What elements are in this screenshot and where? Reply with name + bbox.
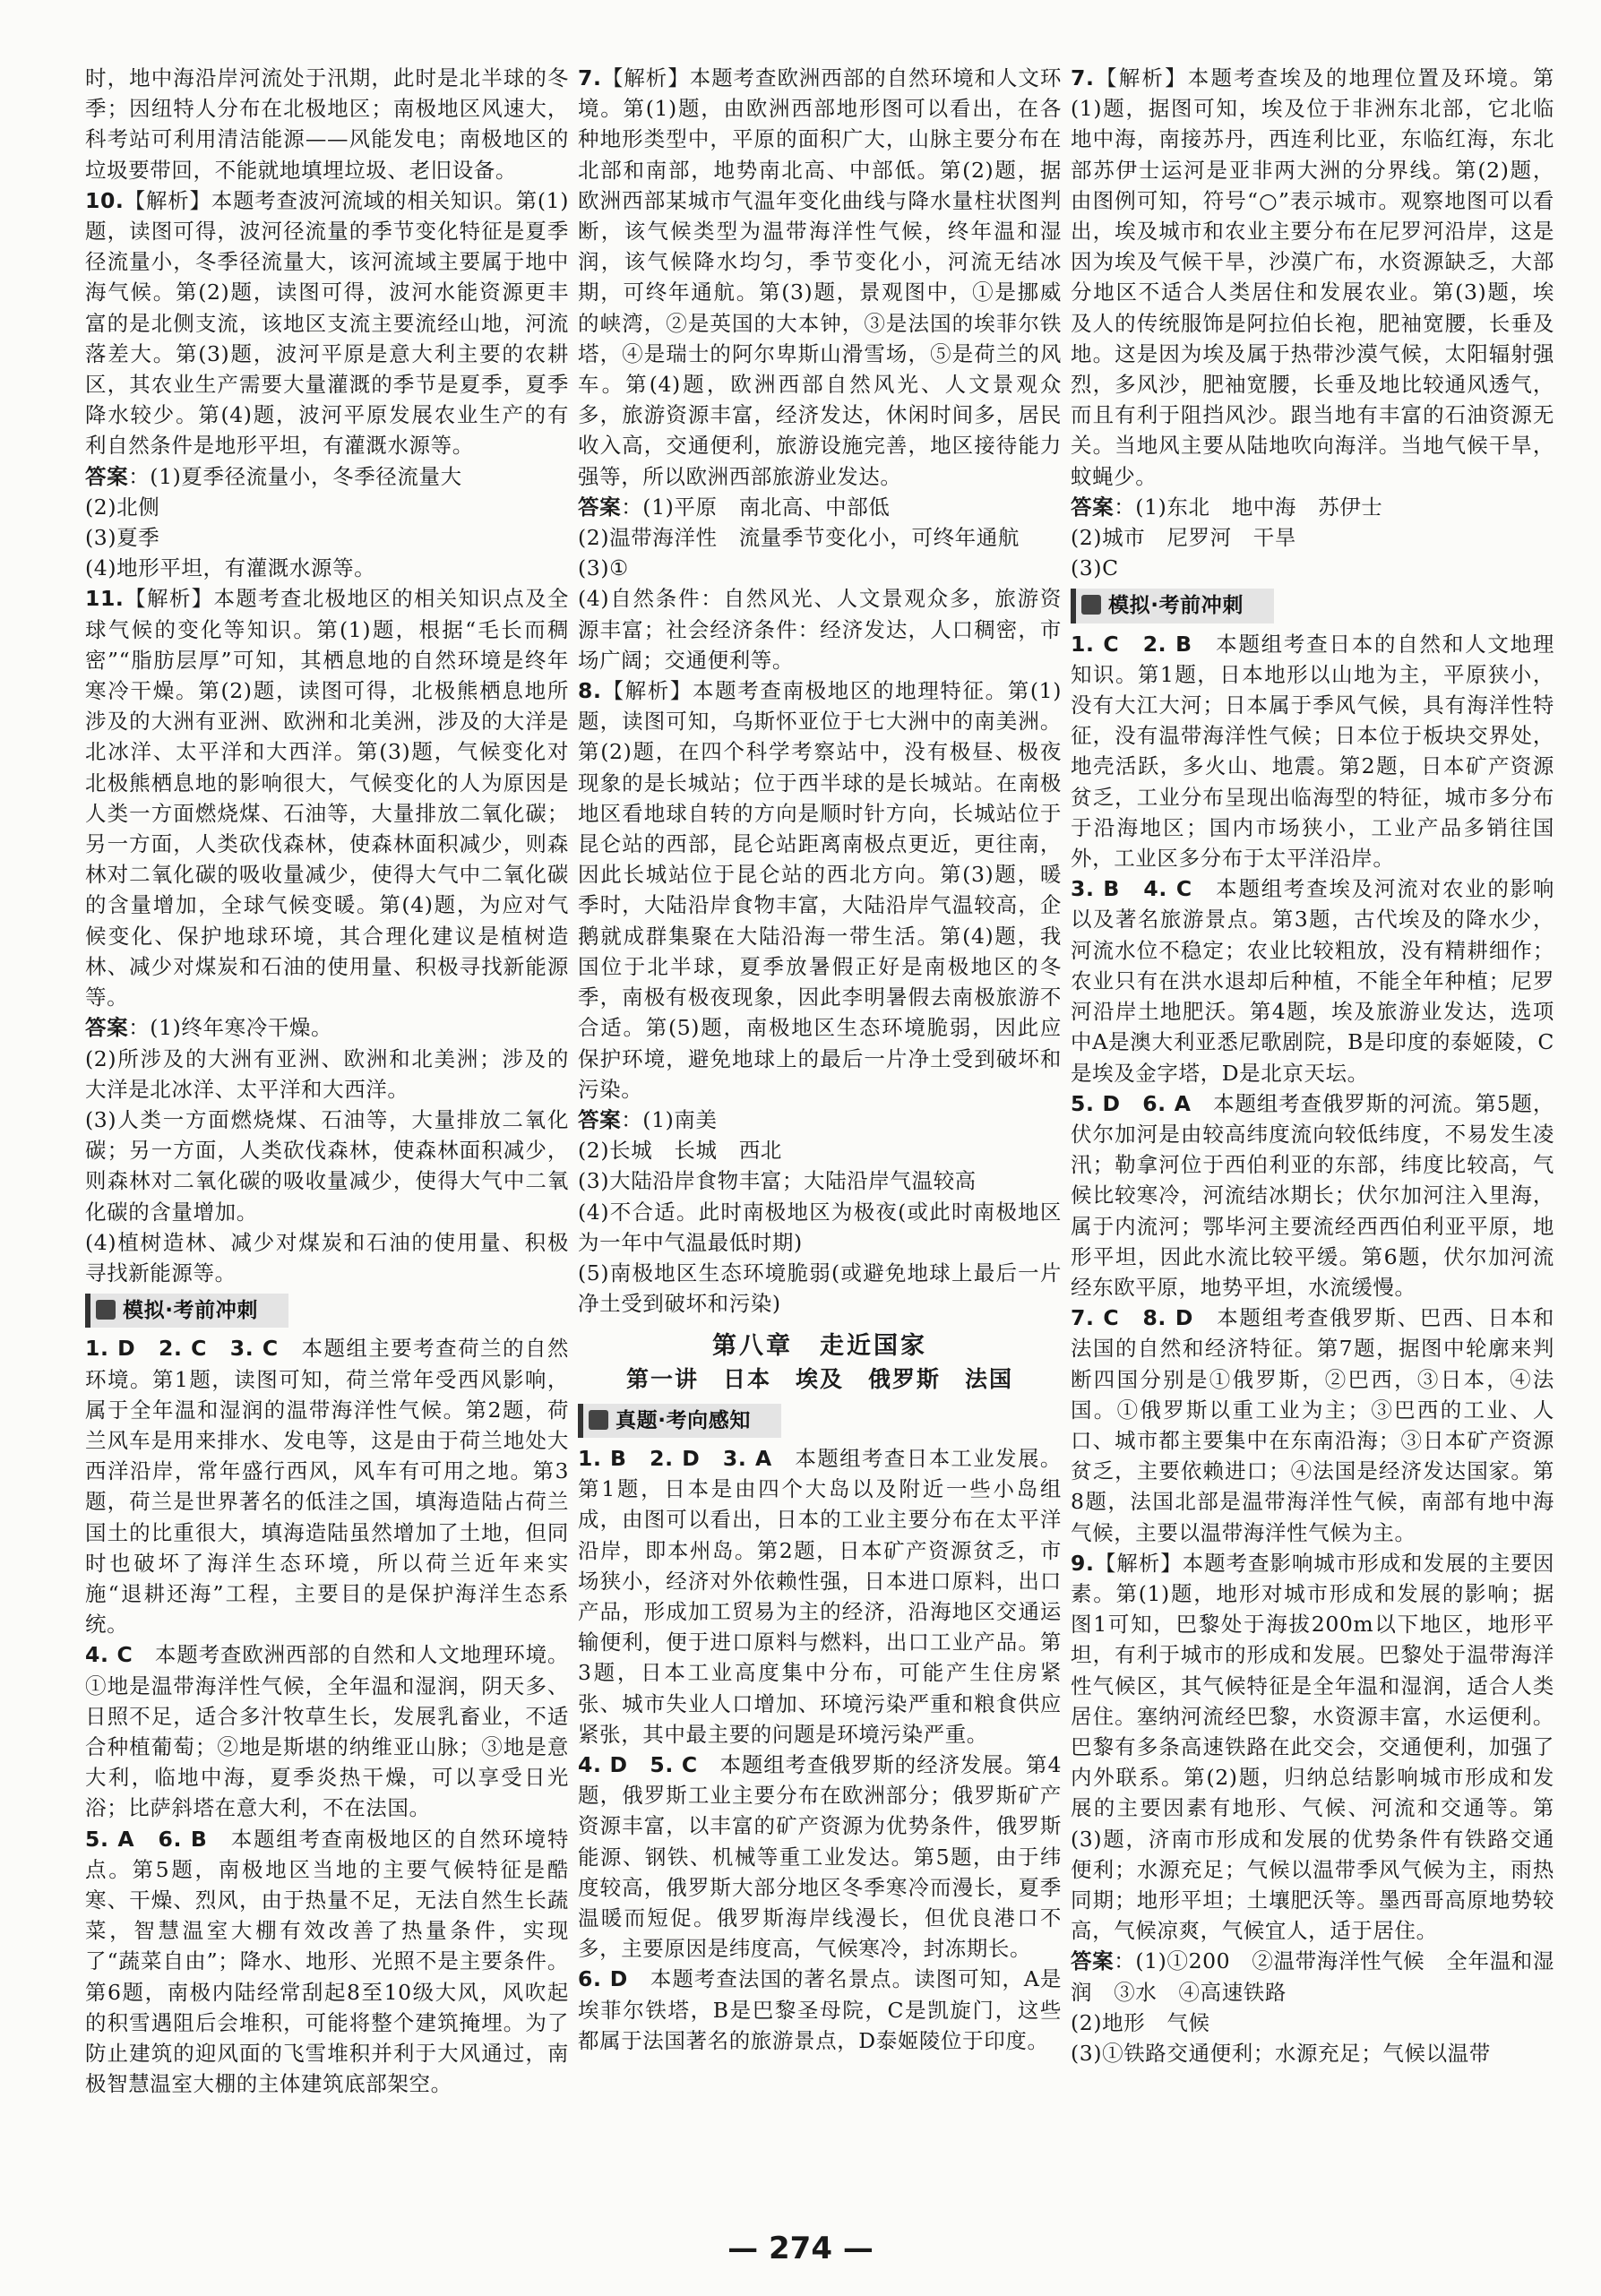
question-group-3-4: [1071, 873, 1554, 1088]
question-9: [1071, 1548, 1554, 1947]
answer-line: [578, 492, 1062, 522]
question-number: 4. D 5. C: [578, 1751, 698, 1777]
answer-line: [85, 461, 569, 492]
answer-line: (2)北侧: [85, 494, 160, 520]
question-number: 7. C 8. D: [1071, 1305, 1193, 1331]
analysis-text: 本题组主要考查荷兰的自然环境。第1题，读图可知，荷兰常年受西风影响，属于全年温和湿润的温带海洋性气候。第2题，荷兰风车是用来排水、发电等，这是由于荷兰地处大西洋沿岸，常年盛行西风，风车有可用之地。第3题，荷兰是世界著名的低洼之国，填海造陆占荷兰国土的比重很大，填海造陆虽然增加了土地，但同时也破坏了海洋生态环境，所以荷兰近年来实施“退耕还海”工程，主要目的是保护海洋生态系统。: [85, 1336, 569, 1638]
analysis-text: 本题组考查日本的自然和人文地理知识。第1题，日本地形以山地为主，平原狭小，没有大江大河；日本属于季风气候，具有海洋性特征，没有温带海洋性气候；日本位于板块交界处，地壳活跃，多火山、地震。第2题，日本矿产资源贫乏，工业分布呈现出临海型的特征，城市多分布于沿海地区；国内市场狭小，工业产品多销往国外，工业区多分布于太平洋沿岸。: [1071, 631, 1554, 872]
question-number: 5. D 6. A: [1071, 1090, 1192, 1116]
answer-text: ：(1)①200 ②温带海洋性气候 全年温和湿润 ③水 ④高速铁路: [1071, 1948, 1554, 2005]
answer-line: (3)大陆沿岸食物丰富；大陆沿岸气温较高: [578, 1168, 977, 1194]
column-2: [578, 63, 1062, 2056]
question-7: [578, 63, 1062, 492]
answer-text: ：(1)平原 南北高、中部低: [621, 494, 891, 520]
question-group-5-6: [85, 1824, 569, 2100]
analysis-text: 本题组考查南极地区的自然环境特点。第5题，南极地区当地的主要气候特征是酷寒、干燥、烈风，由于热量不足，无法自然生长蔬菜，智慧温室大棚有效改善了热量条件，实现了“蔬菜自由”；降水、地形、光照不是主要条件。第6题，南极内陆经常刮起8至10级大风，风吹起的积雪遇阻后会堆积，可能将整个建筑掩埋。为了防止建筑的迎风面的飞雪堆积并利于大风通过，南极智慧温室大棚的主体建筑底部架空。: [85, 1826, 569, 2097]
section-icon: [96, 1300, 116, 1320]
section-icon: [1081, 595, 1101, 615]
section-header-mock-sprint: [1071, 589, 1274, 623]
question-number: 11.: [85, 586, 125, 612]
answer-label: 答案: [578, 494, 622, 520]
answer-line: (4)地形平坦，有灌溉水源等。: [85, 555, 376, 581]
question-number: 7.: [578, 65, 602, 90]
answer-line: [1071, 492, 1554, 522]
question-7: [1071, 63, 1554, 492]
continued-paragraph: 时，地中海沿岸河流处于汛期，此时是北半球的冬季；因纽特人分布在北极地区；南极地区风速大，科考站可利用清洁能源——风能发电；南极地区的垃圾要带回，不能就地填埋垃圾、老旧设备。: [85, 65, 569, 183]
analysis-text: 【解析】本题考查南极地区的地理特征。第(1)题，读图可知，乌斯怀亚位于七大洲中的南美洲。第(2)题，在四个科学考察站中，没有极昼、极夜现象的是长城站；位于西半球的是长城站。在南极地区看地球自转的方向是顺时针方向，长城站位于昆仑站的西部，昆仑站距离南极点更近，更往南，因此长城站位于昆仑站的西北方向。第(3)题，暖季时，大陆沿岸食物丰富，大陆沿岸气温较高，企鹅就成群集聚在大陆沿海一带生活。第(4)题，我国位于北半球，夏季放暑假正好是南极地区的冬季，南极有极夜现象，因此李明暑假去南极旅游不合适。第(5)题，南极地区生态环境脆弱，因此应保护环境，避免地球上的最后一片净土受到破坏和污染。: [578, 678, 1062, 1102]
answer-line: (3)夏季: [85, 525, 160, 551]
analysis-text: 本题考查法国的著名景点。读图可知，A是埃菲尔铁塔，B是巴黎圣母院，C是凯旋门，这些都属于法国著名的旅游景点，D泰姬陵位于印度。: [578, 1966, 1062, 2053]
answer-text: ：(1)南美: [621, 1106, 718, 1132]
chapter-title: 第八章 走近国家: [712, 1332, 927, 1361]
question-number: 6. D: [578, 1966, 628, 1992]
analysis-text: 本题组考查俄罗斯的经济发展。第4题，俄罗斯工业主要分布在欧洲部分；俄罗斯矿产资源丰富，以丰富的矿产资源为优势条件，俄罗斯能源、钢铁、机械等重工业发达。第5题，由于纬度较高，俄罗斯大部分地区冬季寒冷而漫长，夏季温暖而短促。俄罗斯海岸线漫长，但优良港口不多，主要原因是纬度高，气候寒冷，封冻期长。: [578, 1751, 1063, 1962]
section-header-real-exam: [578, 1404, 781, 1438]
question-number: 4. C: [85, 1642, 133, 1668]
analysis-text: 本题组考查俄罗斯的河流。第5题，伏尔加河是由较高纬度流向较低纬度，不易发生凌汛；勒拿河位于西伯利亚的东部，纬度比较高，气候比较寒冷，河流结冰期长；伏尔加河注入里海，属于内流河；鄂毕河主要流经西西伯利亚平原，地形平坦，因此水流比较平缓。第6题，伏尔加河流经东欧平原，地势平坦，水流缓慢。: [1071, 1090, 1554, 1300]
analysis-text: 【解析】本题考查波河流域的相关知识。第(1)题，读图可得，波河径流量的季节变化特征是夏季径流量小，冬季径流量大，该河流域主要属于地中海气候。第(2)题，读图可得，波河水能资源更丰富的是北侧支流，该地区支流主要流经山地，河流落差大。第(3)题，波河平原是意大利主要的农耕区，其农业生产需要大量灌溉的季节是夏季，夏季降水较少。第(4)题，波河平原发展农业生产的有利自然条件是地形平坦，有灌溉水源等。: [85, 187, 569, 459]
question-group-4-5: [578, 1750, 1062, 1964]
page-number: — 274 —: [727, 2231, 874, 2266]
answer-line: (4)植树造林、减少对煤炭和石油的使用量、积极寻找新能源等。: [85, 1229, 569, 1286]
analysis-text: 本题考查欧洲西部的自然和人文地理环境。①地是温带海洋性气候，全年温和湿润，阴天多、日照不足，适合多汁牧草生长，发展乳畜业，不适合种植葡萄；②地是斯堪的纳维亚山脉；③地是意大利，临地中海，夏季炎热干燥，可以享受日光浴；比萨斜塔在意大利，不在法国。: [85, 1642, 570, 1821]
answer-label: 答案: [1071, 1948, 1115, 1974]
question-number: 5. A 6. B: [85, 1826, 208, 1852]
analysis-text: 本题组考查日本工业发展。第1题，日本是由四个大岛以及附近一些小岛组成，由图可以看出，日本的工业主要分布在太平洋沿岸，即本州岛。第2题，日本矿产资源贫乏，市场狭小，经济对外依赖性强，日本进口原料，出口产品，形成加工贸易为主的经济，沿海地区交通运输便利，便于进口原料与燃料，出口工业产品。第3题，日本工业高度集中分布，可能产生住房紧张、城市失业人口增加、环境污染严重和粮食供应紧张，其中最主要的问题是环境污染严重。: [578, 1445, 1062, 1747]
analysis-text: 【解析】本题考查北极地区的相关知识点及全球气候的变化等知识。第(1)题，根据“毛长而稠密”“脂肪层厚”可知，其栖息地的自然环境是终年寒冷干燥。第(2)题，读图可得，北极熊栖息地所涉及的大洲有亚洲、欧洲和北美洲，涉及的大洋是北冰洋、太平洋和大西洋。第(3)题，气候变化对北极熊栖息地的影响很大，气候变化的人为原因是人类一方面燃烧煤、石油等，大量排放二氧化碳；另一方面，人类砍伐森林，使森林面积减少，则森林对二氧化碳的吸收量减少，使得大气中二氧化碳的含量增加，全球气候变暖。第(4)题，为应对气候变化、保护地球环境，其合理化建议是植树造林、减少对煤炭和石油的使用量、积极寻找新能源等。: [85, 586, 569, 1010]
question-number: 10.: [85, 187, 125, 213]
question-number: 3. B 4. C: [1071, 876, 1192, 902]
answer-label: 答案: [85, 1015, 129, 1041]
answer-line: [1071, 1946, 1554, 2007]
column-1: [85, 63, 569, 2099]
answer-text: ：(1)东北 地中海 苏伊士: [1114, 494, 1383, 520]
column-3: [1071, 63, 1554, 2068]
question-number: 1. C 2. B: [1071, 631, 1192, 657]
answer-line: (2)所涉及的大洲有亚洲、欧洲和北美洲；涉及的大洋是北冰洋、太平洋和大西洋。: [85, 1045, 569, 1102]
question-8: [578, 675, 1062, 1105]
lesson-title: 第一讲 日本 埃及 俄罗斯 法国: [625, 1365, 1013, 1392]
analysis-text: 本题组考查俄罗斯、巴西、日本和法国的自然和经济特征。第7题，据图中轮廓来判断四国分别是①俄罗斯，②巴西，③日本，④法国。①俄罗斯以重工业为主；③巴西的工业、人口、城市都主要集中在东南沿海；③日本矿产资源贫乏，主要依赖进口；④法国是经济发达国家。第8题，法国北部是温带海洋性气候，南部有地中海气候，主要以温带海洋性气候为主。: [1071, 1305, 1554, 1545]
answer-line: (2)温带海洋性 流量季节变化小，可终年通航: [578, 525, 1020, 551]
answer-line: (4)自然条件：自然风光、人文景观众多，旅游资源丰富；社会经济条件：经济发达，人口稠密，市场广阔；交通便利等。: [578, 586, 1062, 673]
question-6: [578, 1964, 1062, 2056]
section-title: 模拟·考前冲刺: [1108, 594, 1244, 618]
answer-line: (3)人类一方面燃烧煤、石油等，大量排放二氧化碳；另一方面，人类砍伐森林，使森林面积减少，则森林对二氧化碳的吸收量减少，使得大气中二氧化碳的含量增加。: [85, 1106, 569, 1225]
answer-line: (5)南极地区生态环境脆弱(或避免地球上最后一片净土受到破坏和污染): [578, 1260, 1062, 1317]
analysis-text: 【解析】本题考查埃及的地理位置及环境。第(1)题，据图可知，埃及位于非洲东北部，它北临地中海，南接苏丹，西连利比亚，东临红海，东北部苏伊士运河是亚非两大洲的分界线。第(2)题，由图例可知，符号“○”表示城市。观察地图可以看出，埃及城市和农业主要分布在尼罗河沿岸，这是因为埃及气候干旱，沙漠广布，水资源缺乏，大部分地区不适合人类居住和发展农业。第(3)题，埃及人的传统服饰是阿拉伯长袍，肥袖宽腰，长垂及地。这是因为埃及属于热带沙漠气候，太阳辐射强烈，多风沙，肥袖宽腰，长垂及地比较通风透气，而且有利于阻挡风沙。跟当地有丰富的石油资源无关。当地风主要从陆地吹向海洋。当地气候干旱，蚊蝇少。: [1071, 65, 1554, 489]
answer-line: (3)①: [578, 555, 629, 581]
question-number: 1. B 2. D 3. A: [578, 1445, 772, 1471]
analysis-text: 本题组考查埃及河流对农业的影响以及著名旅游景点。第3题，古代埃及的降水少，河流水位不稳定；农业比较粗放，没有精耕细作；农业只有在洪水退却后种植，不能全年种植；尼罗河沿岸土地肥沃。第4题，埃及旅游业发达，选项中A是澳大利亚悉尼歌剧院，B是印度的泰姬陵，C是埃及金字塔，D是北京天坛。: [1071, 876, 1554, 1086]
section-title: 真题·考向感知: [615, 1408, 751, 1432]
section-header-mock-sprint: [85, 1294, 288, 1328]
question-11: [85, 583, 569, 1012]
answer-line: [578, 1105, 1062, 1135]
answer-line: (4)不合适。此时南极地区为极夜(或此时南极地区为一年中气温最低时期): [578, 1199, 1062, 1255]
question-group-1-2: [1071, 629, 1554, 874]
answer-line: (3)①铁路交通便利；水源充足；气候以温带: [1071, 2041, 1491, 2066]
answer-line: (2)地形 气候: [1071, 2009, 1210, 2035]
answer-text: ：(1)终年寒冷干燥。: [128, 1015, 333, 1041]
answer-line: (2)城市 尼罗河 干旱: [1071, 525, 1296, 551]
section-icon: [589, 1410, 608, 1430]
answer-label: 答案: [85, 463, 129, 489]
question-10: [85, 185, 569, 461]
analysis-text: 【解析】本题考查影响城市形成和发展的主要因素。第(1)题，地形对城市形成和发展的影响；据图1可知，巴黎处于海拔200m以下地区，地形平坦，有利于城市的形成和发展。巴黎处于温带海洋性气候区，其气候特征是全年温和湿润，适合人类居住。塞纳河流经巴黎，水资源丰富，水运便利。巴黎有多条高速铁路在此交会，交通便利，加强了内外联系。第(2)题，归纳总结影响城市形成和发展的主要因素有地形、气候、河流和交通等。第(3)题，济南市形成和发展的优势条件有铁路交通便利；水源充足；气候以温带季风气候为主，雨热同期；地形平坦；土壤肥沃等。墨西哥高原地势较高，气候凉爽，气候宜人，适于居住。: [1071, 1550, 1554, 1944]
question-group-7-8: [1071, 1303, 1554, 1548]
question-4: [85, 1639, 569, 1823]
question-group-5-6: [1071, 1088, 1554, 1303]
answer-label: 答案: [1071, 494, 1115, 520]
question-group-1-3: [85, 1333, 569, 1639]
question-number: 1. D 2. C 3. C: [85, 1336, 279, 1362]
question-number: 8.: [578, 678, 602, 704]
question-group-1-3: [578, 1443, 1062, 1750]
answer-line: (3)C: [1071, 555, 1119, 581]
section-title: 模拟·考前冲刺: [123, 1299, 258, 1323]
answer-line: (2)长城 长城 西北: [578, 1138, 782, 1164]
answer-text: ：(1)夏季径流量小，冬季径流量大: [128, 463, 462, 489]
analysis-text: 【解析】本题考查欧洲西部的自然环境和人文环境。第(1)题，由欧洲西部地形图可以看出，在各种地形类型中，平原的面积广大，山脉主要分布在北部和南部，地势南北高、中部低。第(2)题，据欧洲西部某城市气温年变化曲线与降水量柱状图判断，该气候类型为温带海洋性气候，终年温和湿润，该气候降水均匀，季节变化小，河流无结冰期，可终年通航。第(3)题，景观图中，①是挪威的峡湾，②是英国的大本钟，③是法国的埃菲尔铁塔，④是瑞士的阿尔卑斯山滑雪场，⑤是荷兰的风车。第(4)题，欧洲西部自然风光、人文景观众多，旅游资源丰富，经济发达，休闲时间多，居民收入高，交通便利，旅游设施完善，地区接待能力强等，所以欧洲西部旅游业发达。: [578, 65, 1062, 489]
answer-line: [85, 1012, 569, 1043]
answer-label: 答案: [578, 1106, 622, 1132]
question-number: 7.: [1071, 65, 1095, 90]
question-number: 9.: [1071, 1550, 1095, 1576]
